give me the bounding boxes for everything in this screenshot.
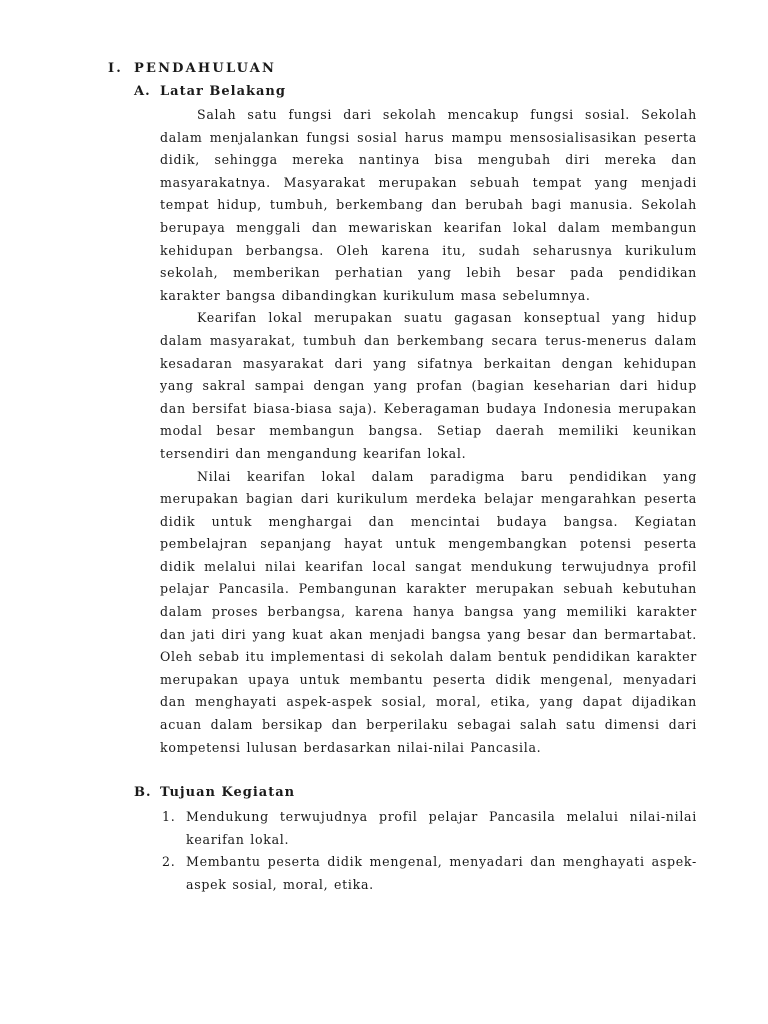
- list-item-text: Membantu peserta didik mengenal, menyadari dan menghayati aspek-aspek sosial, moral, etika.: [186, 854, 697, 892]
- list-item: [160, 851, 697, 896]
- section-number: I.: [108, 61, 124, 76]
- paragraph-2: Kearifan lokal merupakan suatu gagasan konseptual yang hidup dalam masyarakat, tumbuh dan berkembang secara terus-menerus dalam kesadaran masyarakat dari yang sifatnya berkaitan dengan kehidupan yang sakral sampai dengan yang profan (bagian keseharian dari hidup dan bersifat biasa-biasa saja). Keberagaman budaya Indonesia merupakan modal besar membangun bangsa. Setiap daerah memiliki keunikan tersendiri dan mengandung kearifan lokal.: [160, 310, 697, 461]
- paragraph-1: Salah satu fungsi dari sekolah mencakup fungsi sosial. Sekolah dalam menjalankan fungsi sosial harus mampu mensosialisasikan peserta didik, sehingga mereka nantinya bisa mengubah diri mereka dan masyarakatnya. Masyarakat merupakan sebuah tempat yang menjadi tempat hidup, tumbuh, berkembang dan berubah bagi manusia. Sekolah berupaya menggali dan mewariskan kearifan lokal dalam membangun kehidupan berbangsa. Oleh karena itu, sudah seharusnya kurikulum sekolah, memberikan perhatian yang lebih besar pada pendidikan karakter bangsa dibandingkan kurikulum masa sebelumnya.: [160, 107, 697, 303]
- subsection-a-letter: A.: [134, 84, 151, 99]
- tujuan-list: [160, 806, 697, 896]
- subsection-b-title: Tujuan Kegiatan: [160, 785, 296, 800]
- subsection-a-heading: [134, 83, 286, 101]
- subsection-b-letter: B.: [134, 785, 152, 800]
- list-item-text: Mendukung terwujudnya profil pelajar Pancasila melalui nilai-nilai kearifan lokal.: [186, 809, 697, 847]
- list-marker: 1.: [162, 809, 176, 824]
- list-marker: 2.: [162, 854, 176, 870]
- latar-belakang-body: [160, 104, 697, 759]
- section-heading: [108, 60, 276, 78]
- list-item: [160, 806, 697, 851]
- subsection-b-heading: [134, 784, 295, 802]
- subsection-a-title: Latar Belakang: [160, 84, 286, 99]
- section-title: PENDAHULUAN: [134, 61, 277, 76]
- paragraph-3: Nilai kearifan lokal dalam paradigma baru pendidikan yang merupakan bagian dari kurikulum merdeka belajar mengarahkan peserta didik untuk menghargai dan mencintai budaya bangsa. Kegiatan pembelajran sepanjang hayat untuk mengembangkan potensi peserta didik melalui nilai kearifan local sangat mendukung terwujudnya profil pelajar Pancasila. Pembangunan karakter merupakan sebuah kebutuhan dalam proses berbangsa, karena hanya bangsa yang memiliki karakter dan jati diri yang kuat akan menjadi bangsa yang besar dan bermartabat. Oleh sebab itu implementasi di sekolah dalam bentuk pendidikan karakter merupakan upaya untuk membantu peserta didik mengenal, menyadari dan menghayati aspek-aspek sosial, moral, etika, yang dapat dijadikan acuan dalam bersikap dan berperilaku sebagai salah satu dimensi dari kompetensi lulusan berdasarkan nilai-nilai Pancasila.: [160, 468, 697, 755]
